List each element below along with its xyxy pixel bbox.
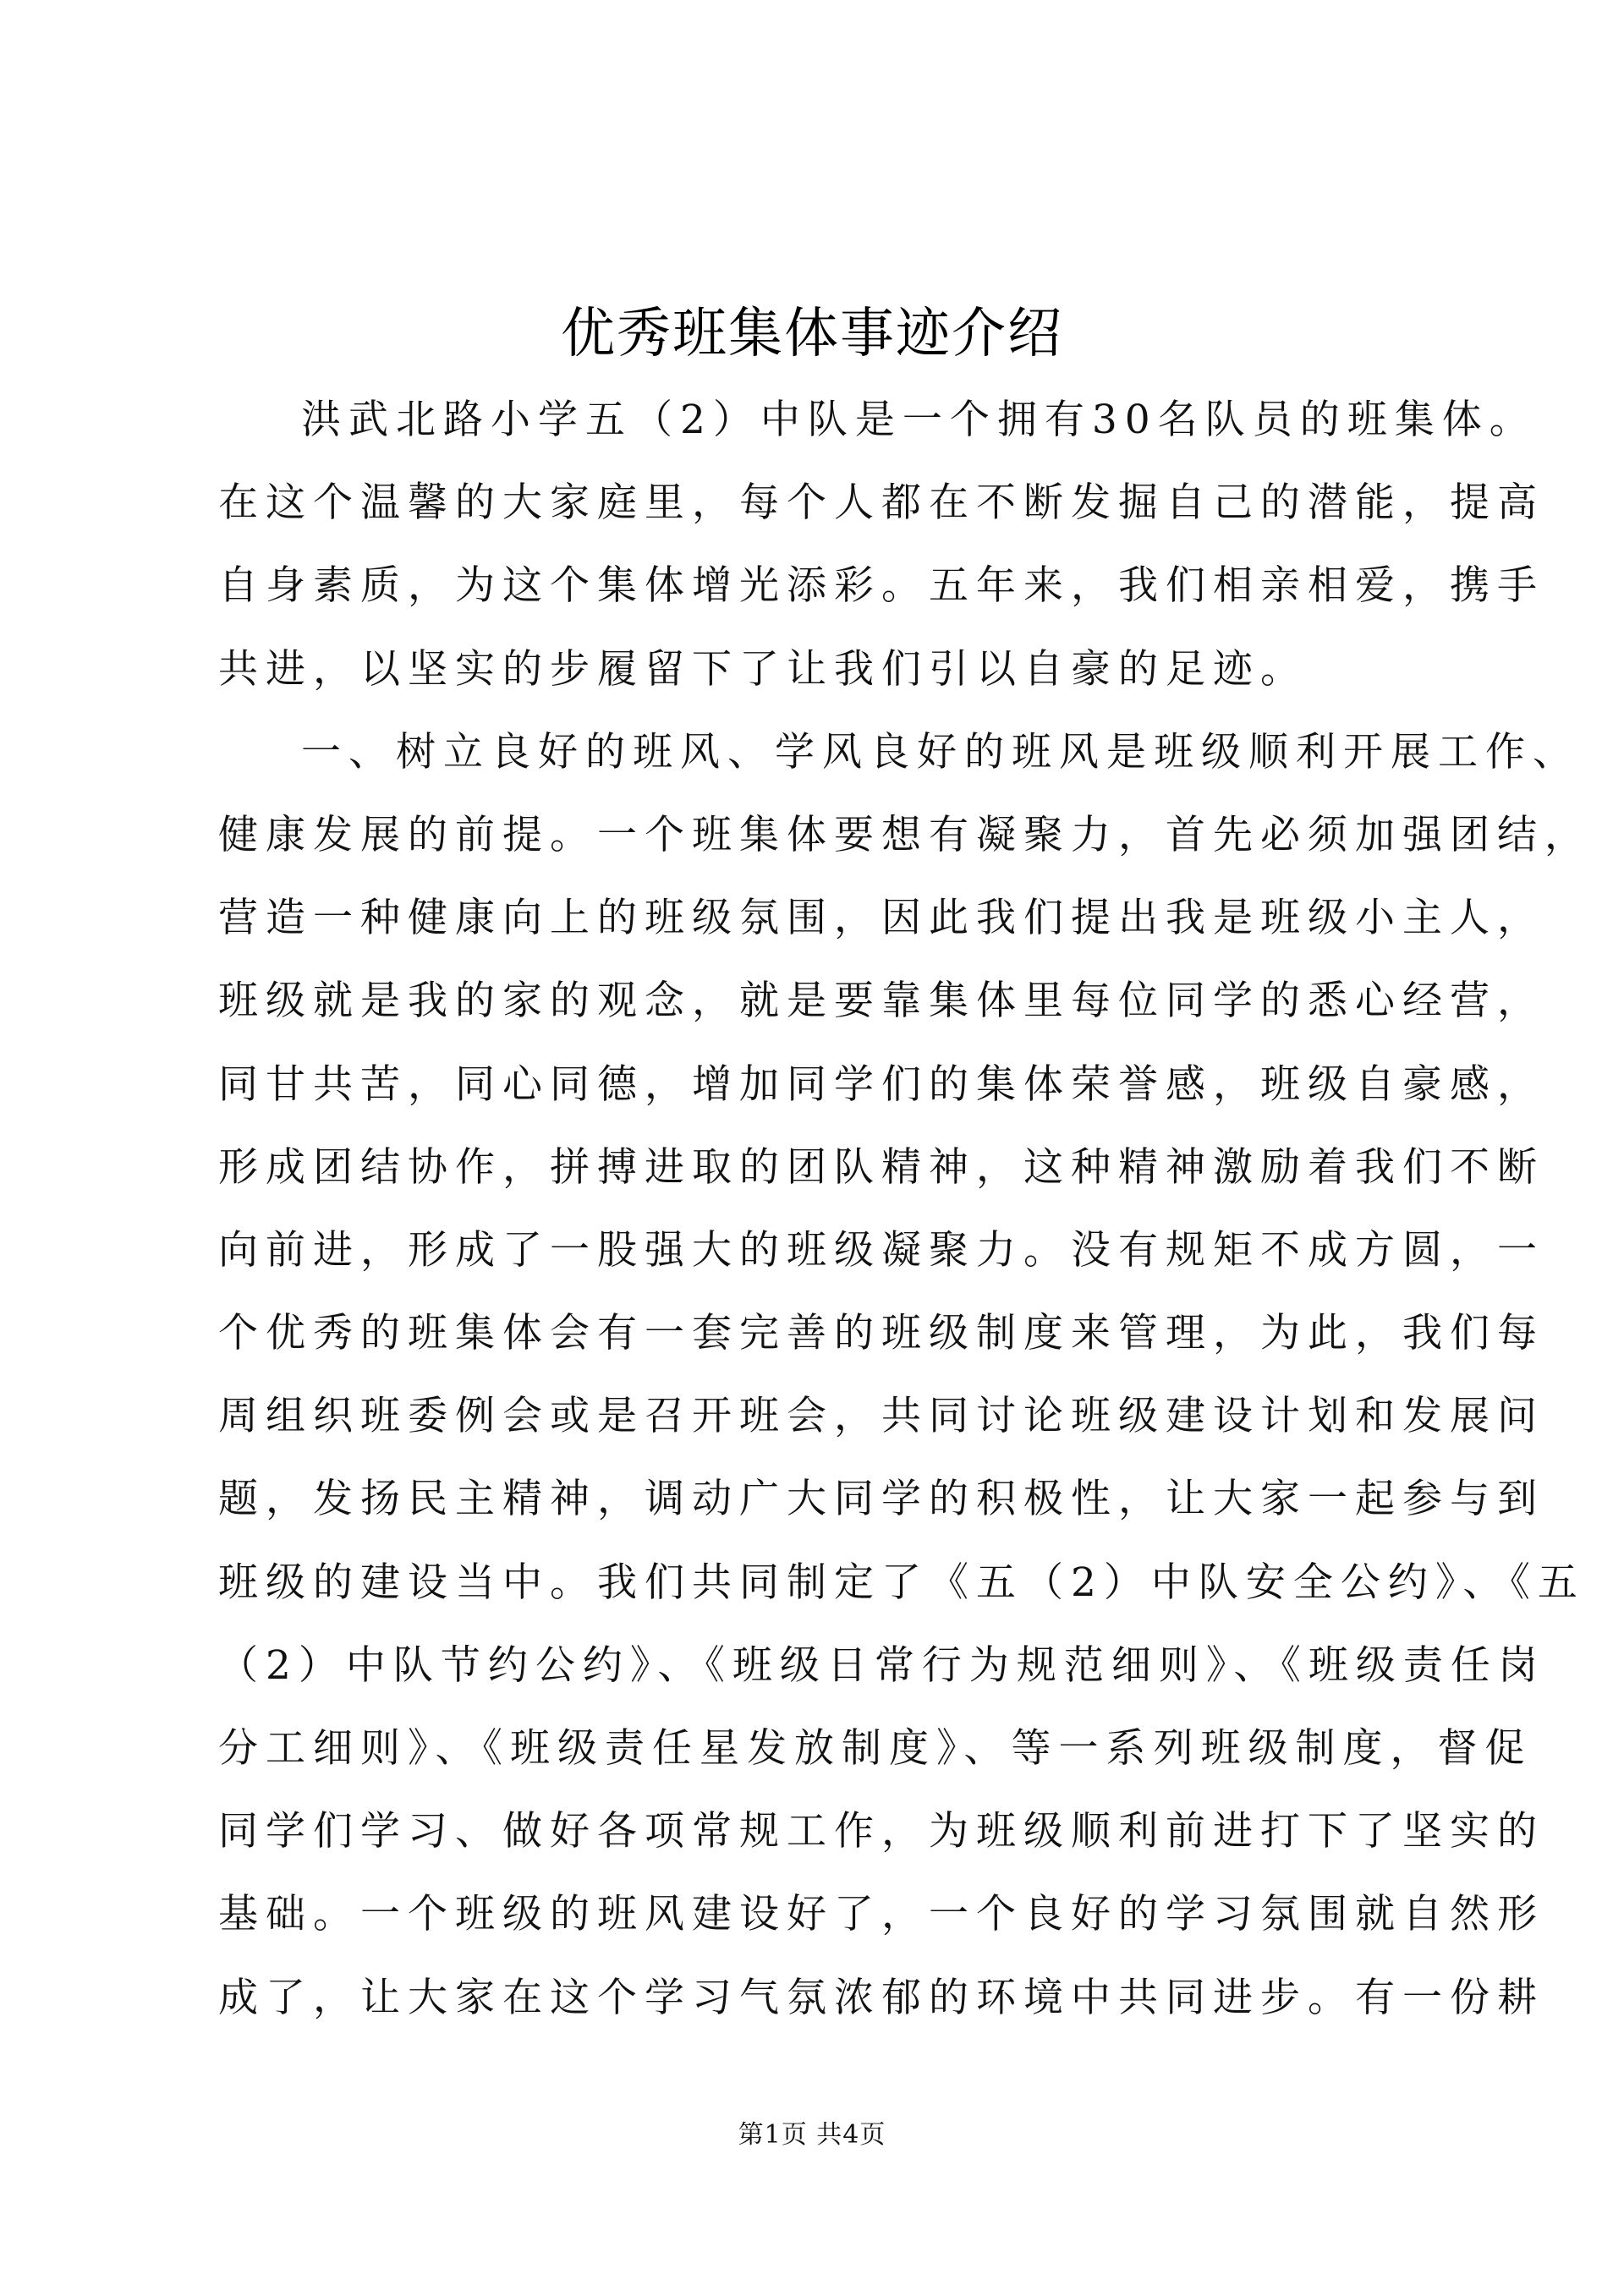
paragraph-1-line: 共进，以坚实的步履留下了让我们引以自豪的足迹。 [218,645,1308,693]
paragraph-2-line: 基础。一个班级的班风建设好了，一个良好的学习氛围就自然形 [218,1891,1544,1938]
paragraph-2-line: 同学们学习、做好各项常规工作，为班级顺利前进打下了坚实的 [218,1808,1544,1855]
paragraph-1-line: 自身素质，为这个集体增光添彩。五年来，我们相亲相爱，携手 [218,562,1544,610]
paragraph-2-line: 一、树立良好的班风、学风良好的班风是班级顺利开展工作、 [301,728,1580,775]
paragraph-2-line: 成了，让大家在这个学习气氛浓郁的环境中共同进步。有一份耕 [218,1974,1544,2021]
paragraph-2-line: 班级就是我的家的观念，就是要靠集体里每位同学的悉心经营， [218,978,1544,1025]
paragraph-2-line: （2）中队节约公约》、《班级日常行为规范细则》、《班级责任岗 [218,1641,1545,1689]
paragraph-2-line: 营造一种健康向上的班级氛围，因此我们提出我是班级小主人， [218,895,1544,942]
paragraph-2-line: 个优秀的班集体会有一套完善的班级制度来管理，为此，我们每 [218,1310,1544,1357]
paragraph-2-line: 题，发扬民主精神，调动广大同学的积极性，让大家一起参与到 [218,1476,1544,1523]
paragraph-2-line: 班级的建设当中。我们共同制定了《五（2）中队安全公约》、《五 [218,1559,1585,1606]
paragraph-2-line: 同甘共苦，同心同德，增加同学们的集体荣誉感，班级自豪感， [218,1060,1544,1108]
paragraph-1-line: 在这个温馨的大家庭里，每个人都在不断发掘自己的潜能，提高 [218,479,1544,527]
paragraph-2-line: 周组织班委例会或是召开班会，共同讨论班级建设计划和发展问 [218,1393,1544,1440]
paragraph-2-line: 健康发展的前提。一个班集体要想有凝聚力，首先必须加强团结， [218,811,1592,858]
page-number-footer: 第1页 共4页 [738,2120,886,2150]
document-body [218,382,1592,2043]
paragraph-2-line: 分工细则》、《班级责任星发放制度》、等一系列班级制度，督促 [218,1725,1533,1772]
paragraph-2-line: 形成团结协作，拼搏进取的团队精神，这种精神激励着我们不断 [218,1143,1544,1191]
paragraph-1-line: 洪武北路小学五（2）中队是一个拥有30名队员的班集体。 [301,397,1537,443]
document-title: 优秀班集体事迹介绍 [561,303,1063,365]
paragraph-2-line: 向前进，形成了一股强大的班级凝聚力。没有规矩不成方圆，一 [218,1226,1544,1274]
